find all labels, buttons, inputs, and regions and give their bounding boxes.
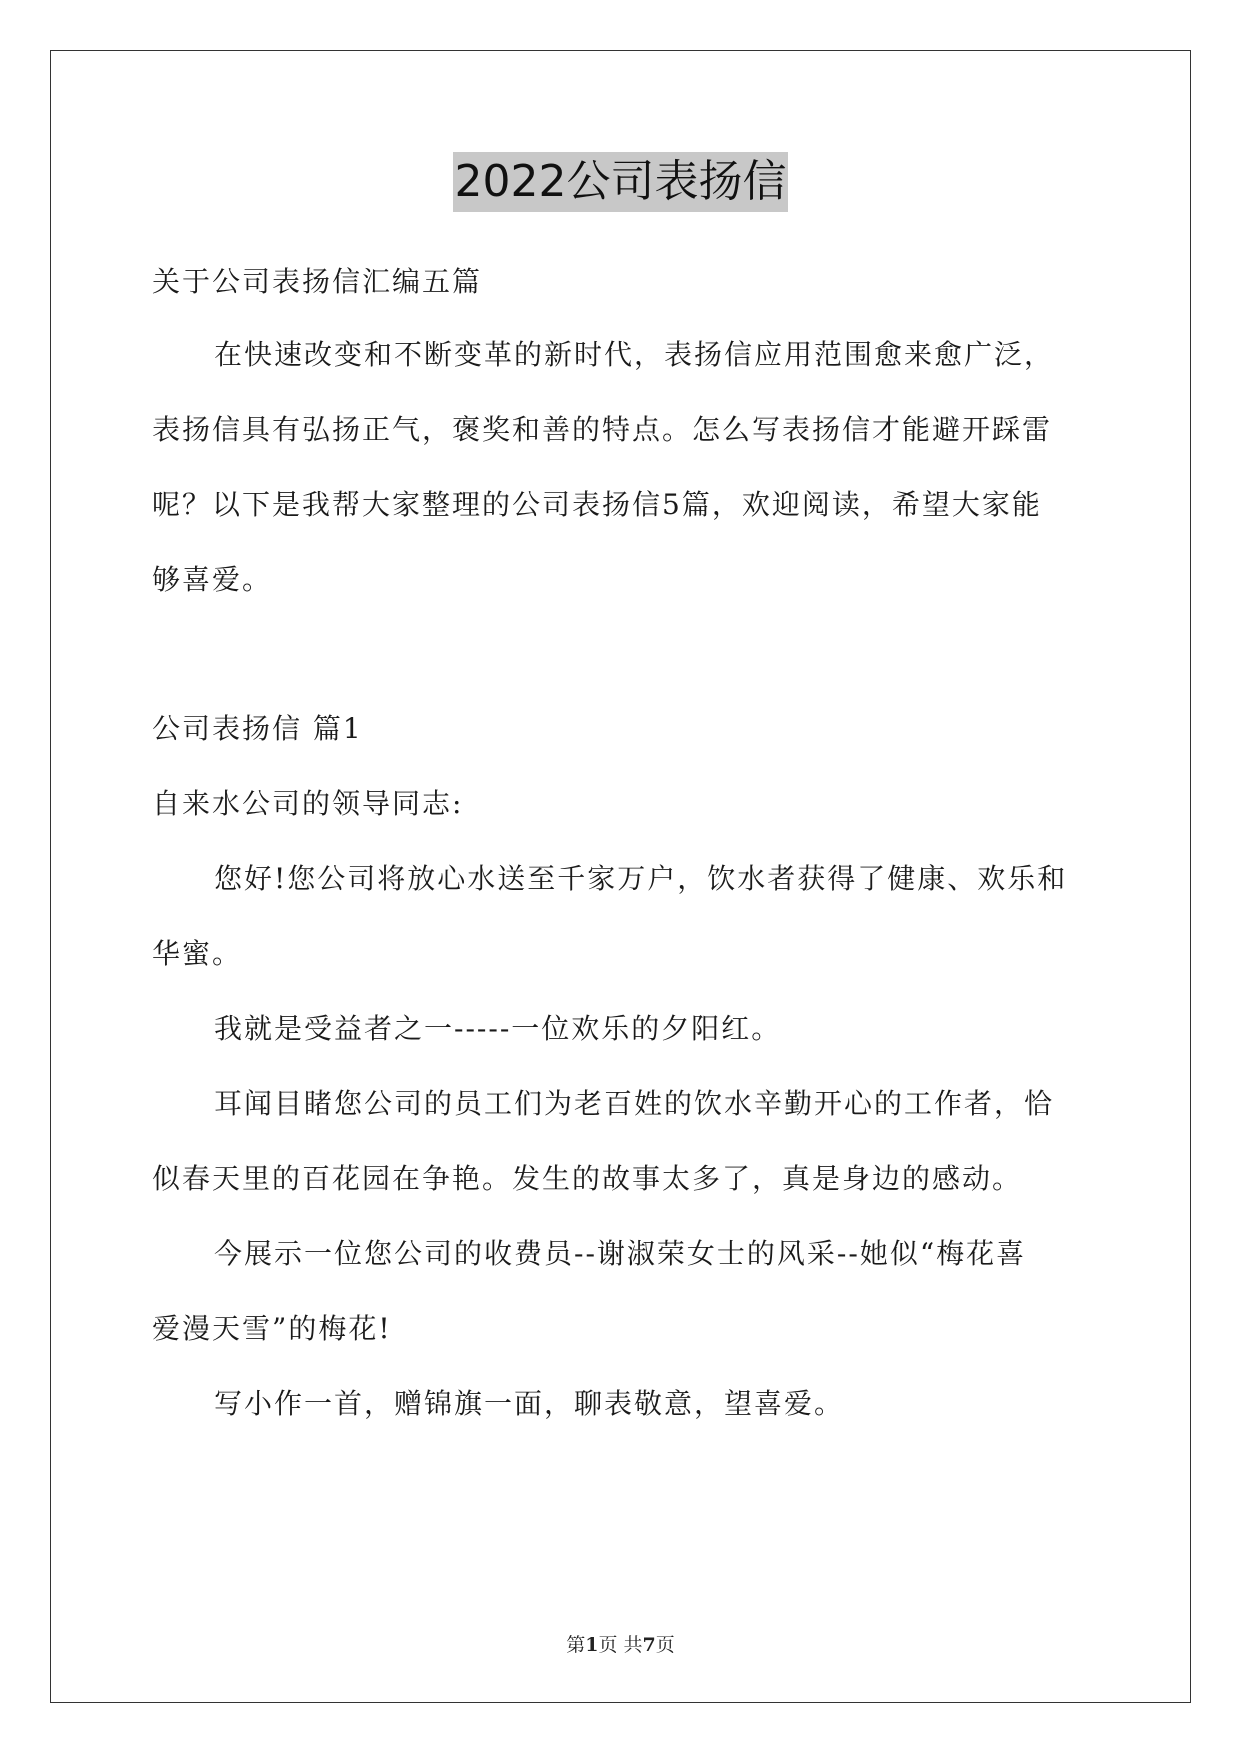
- intro-line-2: 表扬信具有弘扬正气，褒奖和善的特点。怎么写表扬信才能避开踩雷: [152, 413, 1053, 446]
- body-line-7: 爱漫天雪”的梅花!: [152, 1312, 392, 1345]
- intro-line-4: 够喜爱。: [152, 563, 273, 596]
- title-container: [0, 152, 1241, 212]
- body-line-3: 我就是受益者之一-----一位欢乐的夕阳红。: [214, 1012, 782, 1045]
- body-line-4: 耳闻目睹您公司的员工们为老百姓的饮水辛勤开心的工作者，恰: [214, 1087, 1055, 1120]
- total-pages: 7: [642, 1634, 656, 1656]
- page-number: 1: [585, 1634, 599, 1656]
- page-footer: [0, 1630, 1241, 1657]
- document-title: 2022公司表扬信: [453, 152, 789, 212]
- section-heading: 公司表扬信 篇1: [152, 712, 363, 745]
- body-line-8: 写小作一首，赠锦旗一面，聊表敬意，望喜爱。: [214, 1387, 845, 1420]
- body-line-5: 似春天里的百花园在争艳。发生的故事太多了，真是身边的感动。: [152, 1162, 1023, 1195]
- intro-line-1: 在快速改变和不断变革的新时代，表扬信应用范围愈来愈广泛，: [214, 338, 1055, 371]
- page-prefix: 第: [566, 1634, 586, 1656]
- page-suffix: 页: [655, 1634, 675, 1656]
- body-line-6: 今展示一位您公司的收费员--谢淑荣女士的风采--她似“梅花喜: [214, 1237, 1027, 1270]
- intro-line-3: 呢？以下是我帮大家整理的公司表扬信5篇，欢迎阅读，希望大家能: [152, 488, 1042, 521]
- subtitle: 关于公司表扬信汇编五篇: [152, 265, 483, 298]
- body-line-1: 您好!您公司将放心水送至千家万户，饮水者获得了健康、欢乐和: [214, 862, 1068, 895]
- salutation: 自来水公司的领导同志:: [152, 787, 464, 820]
- page-mid: 页 共: [598, 1634, 643, 1656]
- body-line-2: 华蜜。: [152, 937, 243, 970]
